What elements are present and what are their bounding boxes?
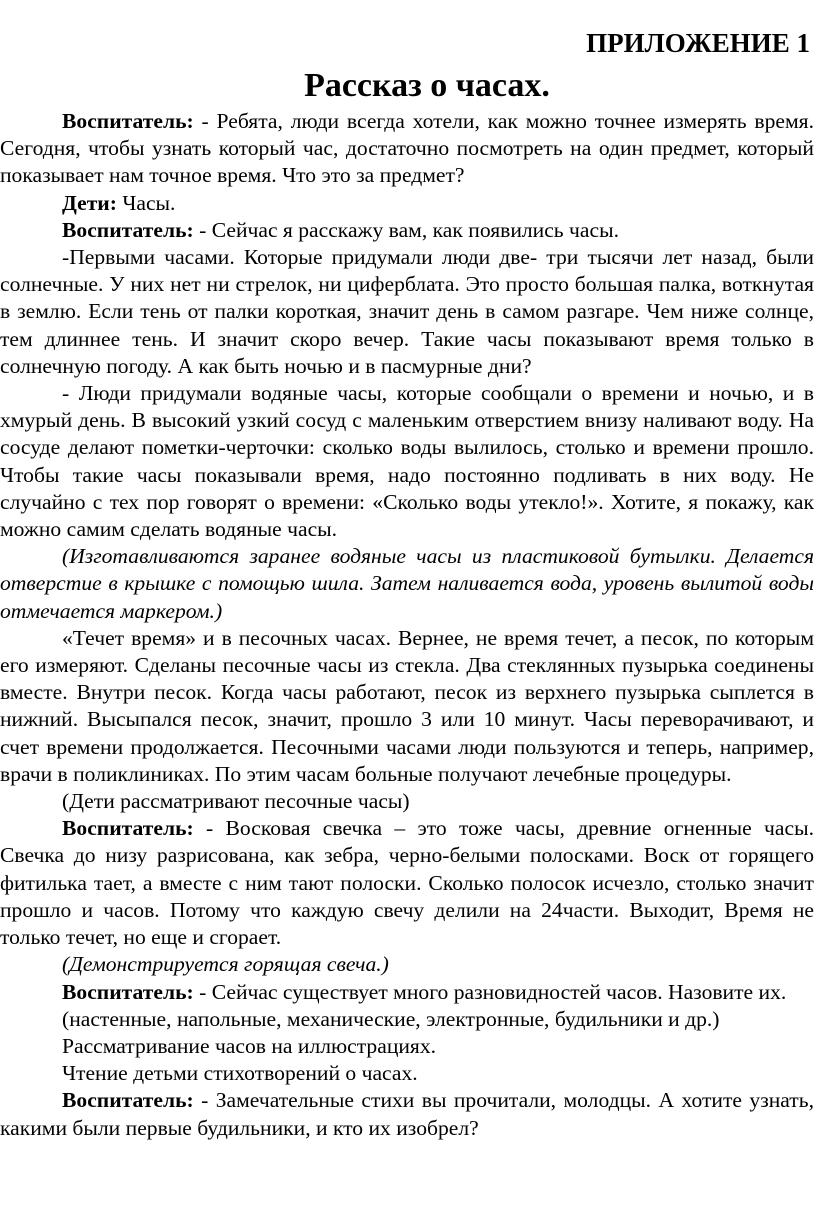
paragraph-text: (Изготавливаются заранее водяные часы из пластиковой бутылки. Делается отверстие в крышке с помощью шила. Затем наливается вода, уровень вылитой воды отмечается маркером.)	[0, 544, 814, 623]
paragraph-text: (Демонстрируется горящая свеча.)	[62, 952, 389, 977]
paragraph	[0, 190, 814, 217]
paragraph-text: Часы.	[116, 190, 176, 215]
speaker-label: Дети:	[62, 190, 117, 215]
paragraph-text: -Первыми часами. Которые придумали люди две- три тысячи лет назад, были солнечные. У них нет ни стрелок, ни циферблата. Это просто большая палка, воткнутая в землю. Если тень от палки короткая, значит день в самом разгаре. Чем ниже солнце, тем длиннее тень. И значит скоро вечер. Такие часы показывают время только в солнечную погоду. А как быть ночью и в пасмурные дни?	[0, 245, 814, 378]
paragraph	[0, 217, 814, 244]
speaker-label: Воспитатель:	[62, 109, 194, 133]
appendix-label: ПРИЛОЖЕНИЕ 1	[586, 28, 810, 58]
document-title: Рассказ о часах.	[304, 67, 550, 104]
stage-direction	[0, 543, 814, 625]
paragraph-text: «Течет время» и в песочных часах. Вернее, не время течет, а песок, по которым его измеряют. Сделаны песочные часы из стекла. Два стеклянных пузырька соединены вместе. Внутри песок. Когда часы работают, песок из верхнего пузырька сыплется в нижний. Высыпался песок, значит, прошло 3 или 10 минут. Часы переворачивают, и счет времени продолжается. Песочными часами люди пользуются и теперь, например, врачи в поликлиниках. По этим часам больные получают лечебные процедуры.	[0, 625, 814, 786]
paragraph	[0, 815, 814, 951]
speaker-label: Воспитатель:	[62, 1088, 194, 1113]
paragraph-text: - Сейчас я расскажу вам, как появились часы.	[193, 217, 619, 242]
speaker-label: Воспитатель:	[62, 816, 194, 841]
paragraph-text: Рассматривание часов на иллюстрациях.	[62, 1033, 437, 1058]
paragraph	[0, 380, 814, 543]
paragraph	[0, 1033, 814, 1060]
paragraph	[0, 1060, 814, 1087]
paragraph-text: - Люди придумали водяные часы, которые сообщали о времени и ночью, и в хмурый день. В высокий узкий сосуд с маленьким отверстием внизу наливают воду. На сосуде делают пометки-черточки: сколько воды вылилось, столько и времени прошло. Чтобы такие часы показывали время, надо постоянно подливать в них воду. Не случайно с тех пор говорят о времени: «Сколько воды утекло!». Хотите, я покажу, как можно самим сделать водяные часы.	[0, 381, 814, 542]
paragraph	[0, 788, 814, 815]
paragraph	[0, 979, 814, 1006]
stage-direction	[0, 951, 814, 978]
paragraph	[0, 625, 814, 788]
paragraph-text: - Сейчас существует много разновидностей часов. Назовите их.	[193, 979, 787, 1004]
paragraph-text: (настенные, напольные, механические, электронные, будильники и др.)	[62, 1006, 720, 1031]
speaker-label: Воспитатель:	[62, 979, 194, 1004]
paragraph-text: - Замечательные стихи вы прочитали, молодцы. А хотите узнать, какими были первые будильники, и кто их изобрел?	[0, 1088, 814, 1140]
paragraph	[0, 108, 814, 190]
speaker-label: Воспитатель:	[62, 217, 194, 242]
paragraph-text: (Дети рассматривают песочные часы)	[62, 789, 410, 814]
paragraph-text: Чтение детьми стихотворений о часах.	[62, 1061, 418, 1086]
paragraph-text: - Восковая свечка – это тоже часы, древние огненные часы. Свечка до низу разрисована, как зебра, черно-белыми полосками. Воск от горящего фитилька тает, а вместе с ним тают полоски. Сколько полосок исчезло, столько значит прошло и часов. Потому что каждую свечу делили на 24части. Выходит, Время не только течет, но еще и сгорает.	[0, 816, 814, 950]
paragraph	[0, 1006, 814, 1033]
paragraph-text: - Ребята, люди всегда хотели, как можно точнее измерять время. Сегодня, чтобы узнать который час, достаточно посмотреть на один предмет, который показывает нам точное время. Что это за предмет?	[0, 109, 814, 188]
paragraph	[0, 244, 814, 380]
paragraph	[0, 1087, 814, 1141]
